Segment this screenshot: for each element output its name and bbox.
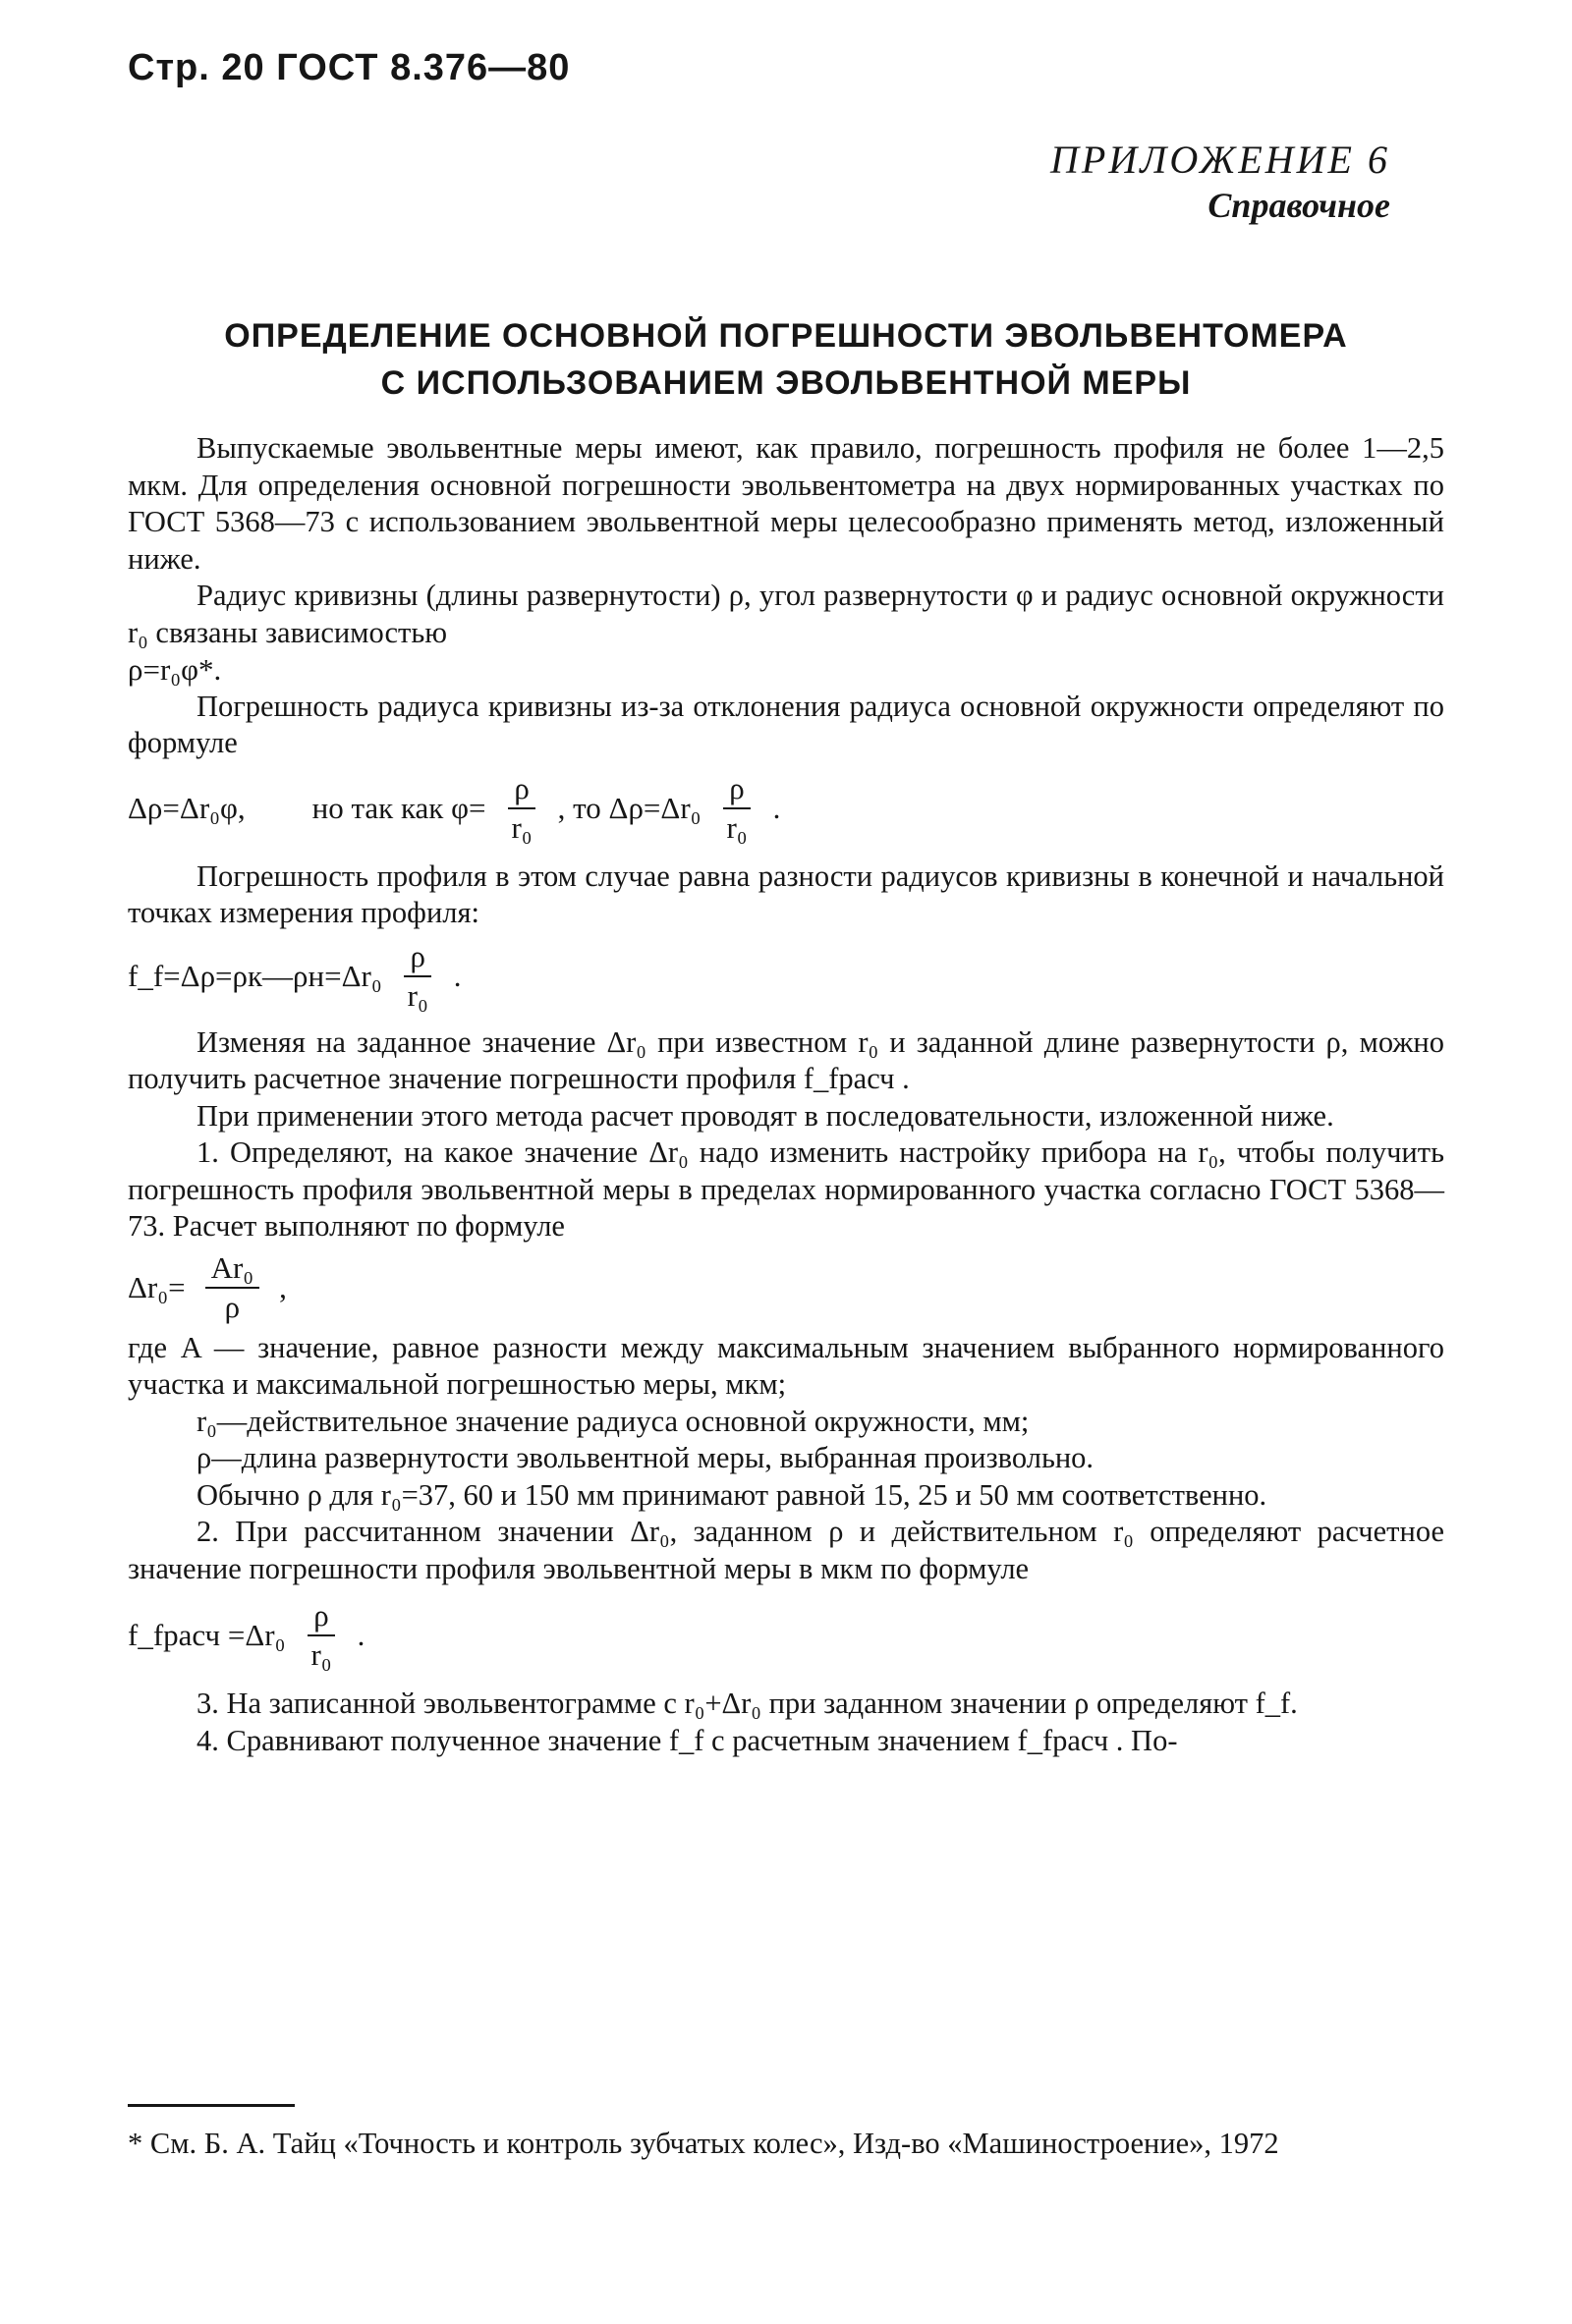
fraction-denominator: r₀ <box>726 809 748 845</box>
formula-delta-rho-part-b: но так как φ= <box>311 790 486 825</box>
fraction-rho-over-r0-3 <box>402 940 434 1013</box>
formula-end: . <box>453 958 462 993</box>
paragraph-changing-value: Изменяя на заданное значение Δr₀ при известном r₀ и заданной длине развернутости ρ, можно получить расчетное значение погрешности профиля f_fрасч . <box>128 1024 1444 1095</box>
formula-delta-r0-left: Δr₀= <box>128 1269 186 1304</box>
title-line-1: ОПРЕДЕЛЕНИЕ ОСНОВНОЙ ПОГРЕШНОСТИ ЭВОЛЬВЕНТОМЕРА <box>224 317 1348 355</box>
formula-rho: ρ=r₀φ*. <box>128 652 222 687</box>
fraction-denominator: r₀ <box>407 977 428 1013</box>
annex-label-block <box>1050 138 1390 228</box>
page-header: Стр. 20 ГОСТ 8.376—80 <box>128 47 571 88</box>
formula-ff <box>128 940 1444 1013</box>
annex-kind: Справочное <box>1207 186 1390 225</box>
formula-end: , <box>279 1269 287 1304</box>
fraction-rho-over-r0 <box>505 772 537 845</box>
title-line-2: С ИСПОЛЬЗОВАНИЕМ ЭВОЛЬВЕНТНОЙ МЕРЫ <box>380 364 1192 402</box>
formula-delta-r0 <box>128 1251 1444 1324</box>
fraction-denominator: r₀ <box>310 1637 332 1672</box>
paragraph-radius-relation: Радиус кривизны (длины развернутости) ρ, угол развернутости φ и радиус основной окружности r₀ связаны зависимостью <box>128 579 1444 649</box>
formula-ff-calc <box>128 1599 1444 1672</box>
paragraph-step-2: 2. При рассчитанном значении Δr₀, заданном ρ и действительном r₀ определяют расчетное значение погрешности профиля эвольвентной меры в мкм по формуле <box>128 1515 1444 1585</box>
fraction-numerator: Ar₀ <box>205 1251 260 1289</box>
fraction-rho-over-r0-2 <box>720 772 753 845</box>
paragraph-radius-error: Погрешность радиуса кривизны из-за отклонения радиуса основной окружности определяют по формуле <box>128 689 1444 759</box>
fraction-ar0-over-rho <box>205 1251 260 1324</box>
paragraph-usual-values: Обычно ρ для r₀=37, 60 и 150 мм принимают равной 15, 25 и 50 мм соответственно. <box>196 1477 1267 1512</box>
footnote: * См. Б. А. Тайц «Точность и контроль зубчатых колес», Изд-во «Машиностроение», 1972 <box>128 2127 1279 2160</box>
paragraph-intro: Выпускаемые эвольвентные меры имеют, как правило, погрешность профиля не более 1—2,5 мкм. Для определения основной погрешности эвольвентометра на двух нормированных участках по ГОСТ 5368—73 с использованием эвольвентной меры целесообразно применять метод, изложенный ниже. <box>128 431 1444 576</box>
paragraph-step-3: 3. На записанной эвольвентограмме с r₀+Δr₀ при заданном значении ρ определяют f_f. <box>196 1687 1298 1720</box>
formula-end: . <box>357 1618 365 1653</box>
fraction-rho-over-r0-4 <box>305 1599 337 1672</box>
paragraph-method-sequence: При применении этого метода расчет проводят в последовательности, изложенной ниже. <box>196 1098 1334 1133</box>
document-body <box>128 430 1444 1759</box>
definition-rho: ρ—длина развернутости эвольвентной меры, выбранная произвольно. <box>196 1441 1095 1474</box>
fraction-denominator: ρ <box>224 1289 241 1324</box>
formula-delta-rho-part-a: Δρ=Δr₀φ, <box>128 790 246 825</box>
fraction-numerator: ρ <box>404 940 430 977</box>
annex-number: ПРИЛОЖЕНИЕ 6 <box>1050 138 1390 182</box>
formula-ff-expression: f_f=Δρ=ρк—ρн=Δr₀ <box>128 958 382 993</box>
paragraph-where-a: где A — значение, равное разности между максимальным значением выбранного нормированного участка и максимальной погрешностью меры, мкм; <box>128 1330 1444 1401</box>
formula-end: . <box>772 790 781 825</box>
formula-delta-rho-part-c: , то Δρ=Δr₀ <box>557 790 702 825</box>
footnote-divider <box>128 2104 295 2107</box>
paragraph-profile-error: Погрешность профиля в этом случае равна разности радиусов кривизны в конечной и начальной точках измерения профиля: <box>128 858 1444 929</box>
paragraph-step-1: 1. Определяют, на какое значение Δr₀ надо изменить настройку прибора на r₀, чтобы получить погрешность профиля эвольвентной меры в пределах нормированного участка согласно ГОСТ 5368—73. Расчет выполняют по формуле <box>128 1135 1444 1243</box>
fraction-numerator: ρ <box>723 772 750 809</box>
formula-delta-rho <box>128 772 1444 845</box>
section-title <box>128 312 1444 407</box>
paragraph-step-4: 4. Сравнивают полученное значение f_f с расчетным значением f_fрасч . По- <box>196 1723 1178 1757</box>
fraction-numerator: ρ <box>308 1599 334 1636</box>
fraction-denominator: r₀ <box>511 809 533 845</box>
formula-ff-calc-left: f_fрасч =Δr₀ <box>128 1618 286 1653</box>
definition-r0: r₀—действительное значение радиуса основной окружности, мм; <box>196 1404 1030 1438</box>
fraction-numerator: ρ <box>508 772 534 809</box>
